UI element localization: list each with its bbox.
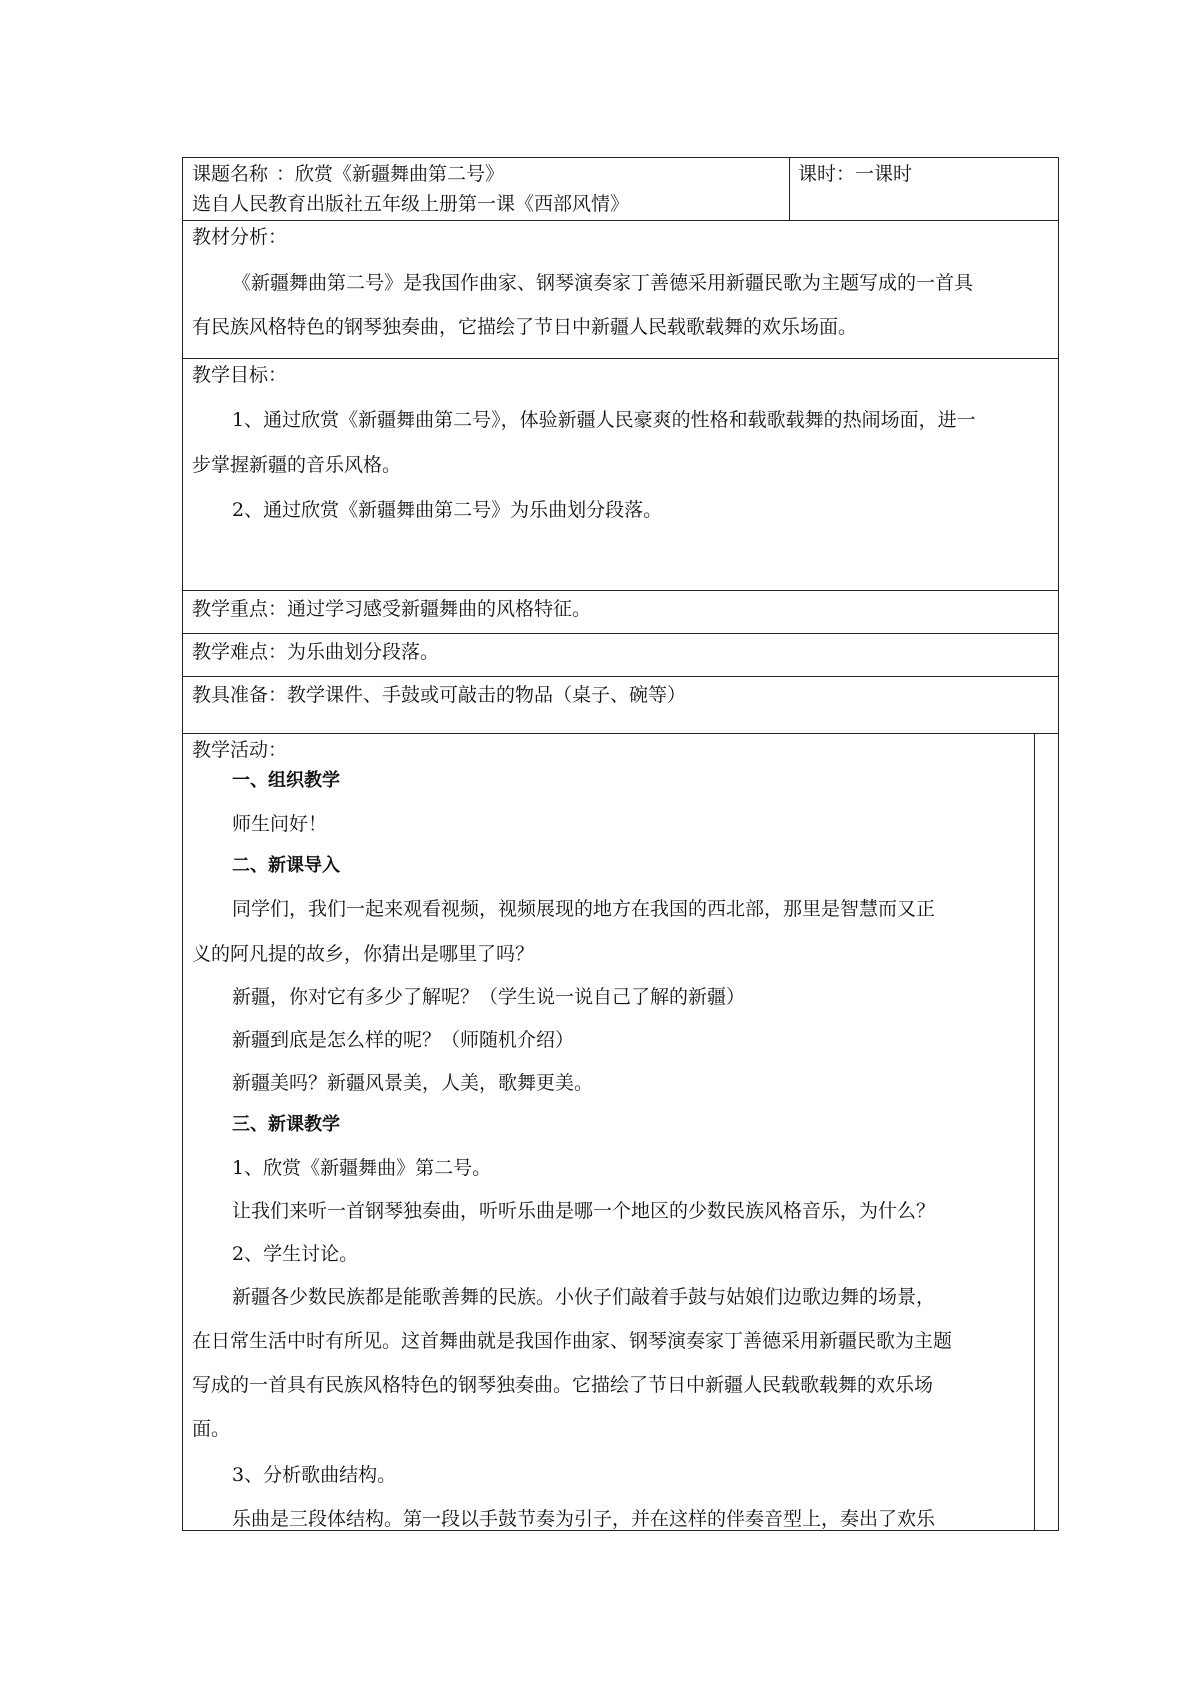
key-point-row [192, 600, 591, 619]
section-heading: 三、新课教学 [232, 1114, 340, 1135]
paragraph-line: 1、欣赏《新疆舞曲》第二号。 [232, 1157, 492, 1179]
tools-label: 教具准备 [192, 684, 269, 706]
tools-row [192, 686, 686, 705]
difficulty-row [192, 643, 439, 662]
difficulty-label: 教学难点 [192, 641, 269, 663]
row-divider [182, 633, 1059, 634]
paragraph-line: 新疆到底是怎么样的呢？（师随机介绍） [232, 1029, 575, 1051]
activities-label: 教学活动 [192, 739, 269, 761]
paragraph-line: 有民族风格特色的钢琴独奏曲，它描绘了节日中新疆人民载歌载舞的欢乐场面。 [192, 316, 858, 338]
period-value: ：一课时 [836, 163, 913, 185]
paragraph-line: 乐曲是三段体结构。第一段以手鼓节奏为引子，并在这样的伴奏音型上，奏出了欢乐 [232, 1508, 936, 1530]
section-heading: 一、组织教学 [232, 770, 340, 791]
objectives-label: 教学目标 [192, 364, 269, 386]
row-divider [182, 733, 1059, 734]
column-divider [1034, 733, 1035, 1531]
paragraph-line: 写成的一首具有民族风格特色的钢琴独奏曲。它描绘了节日中新疆人民载歌载舞的欢乐场 [192, 1374, 934, 1396]
title-row [192, 165, 504, 184]
tools-value: ：教学课件、手鼓或可敲击的物品（桌子、碗等） [268, 684, 687, 706]
paragraph-line: 师生问好！ [232, 813, 328, 835]
paragraph-line: 义的阿凡提的故乡，你猜出是哪里了吗？ [192, 943, 535, 965]
label-colon: ： [268, 364, 288, 386]
objectives-heading [192, 366, 287, 385]
label-colon: ： [268, 226, 288, 248]
paragraph-line: 面。 [192, 1418, 231, 1440]
period-label: 课时 [798, 163, 837, 185]
paragraph-line: 步掌握新疆的音乐风格。 [192, 454, 402, 476]
row-divider [182, 220, 1059, 221]
label-colon: ： [268, 739, 288, 761]
column-divider [789, 157, 790, 220]
paragraph-line: 1、通过欣赏《新疆舞曲第二号》，体验新疆人民豪爽的性格和载歌载舞的热闹场面，进一 [232, 409, 976, 431]
material-analysis-label: 教材分析 [192, 226, 269, 248]
key-point-value: ：通过学习感受新疆舞曲的风格特征。 [268, 598, 592, 620]
paragraph-line: 《新疆舞曲第二号》是我国作曲家、钢琴演奏家丁善德采用新疆民歌为主题写成的一首具 [232, 272, 974, 294]
source-text: 选自人民教育出版社五年级上册第一课《西部风情》 [192, 193, 630, 215]
paragraph-line: 新疆各少数民族都是能歌善舞的民族。小伙子们敲着手鼓与姑娘们边歌边舞的场景， [232, 1286, 936, 1308]
title-label: 课题名称 [192, 163, 269, 185]
lesson-plan-table [182, 157, 1059, 1531]
paragraph-line: 在日常生活中时有所见。这首舞曲就是我国作曲家、钢琴演奏家丁善德采用新疆民歌为主题 [192, 1330, 953, 1352]
row-divider [182, 358, 1059, 359]
title-value: ：欣赏《新疆舞曲第二号》 [276, 163, 505, 185]
row-divider [182, 676, 1059, 677]
paragraph-line: 新疆美吗？新疆风景美，人美，歌舞更美。 [232, 1072, 594, 1094]
paragraph-line: 新疆，你对它有多少了解呢？（学生说一说自己了解的新疆） [232, 986, 746, 1008]
section-heading: 二、新课导入 [232, 855, 340, 876]
difficulty-value: ：为乐曲划分段落。 [268, 641, 440, 663]
paragraph-line: 2、学生讨论。 [232, 1243, 359, 1265]
activities-heading [192, 741, 287, 760]
paragraph-line: 2、通过欣赏《新疆舞曲第二号》为乐曲划分段落。 [232, 499, 663, 521]
paragraph-line: 同学们，我们一起来观看视频，视频展现的地方在我国的西北部，那里是智慧而又正 [232, 898, 936, 920]
row-divider [182, 590, 1059, 591]
period-row [798, 165, 912, 184]
paragraph-line: 让我们来听一首钢琴独奏曲，听听乐曲是哪一个地区的少数民族风格音乐，为什么？ [232, 1200, 936, 1222]
material-analysis-heading [192, 228, 287, 247]
paragraph-line: 3、分析歌曲结构。 [232, 1464, 397, 1486]
key-point-label: 教学重点 [192, 598, 269, 620]
